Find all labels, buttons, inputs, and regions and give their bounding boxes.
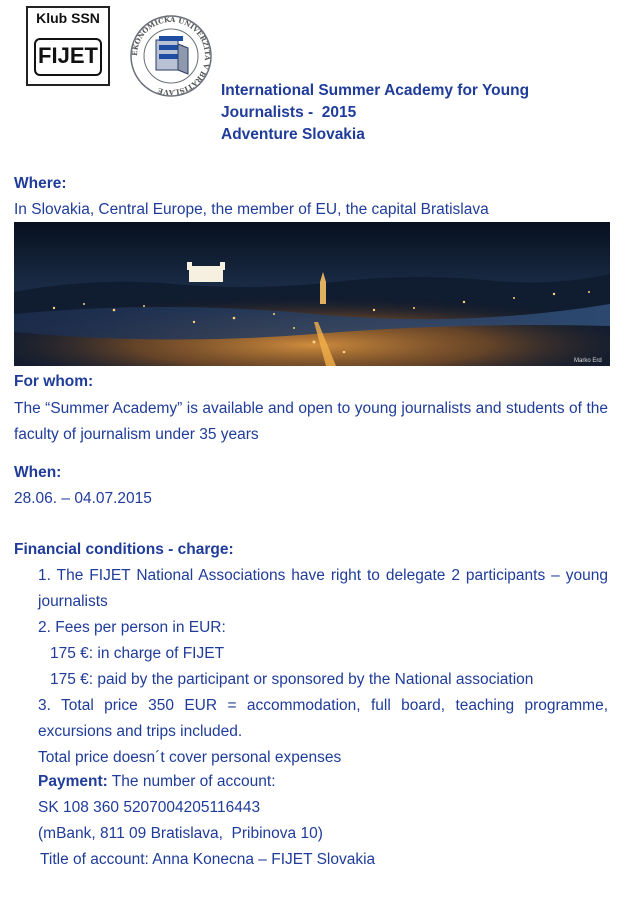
when-text: 28.06. – 04.07.2015: [14, 490, 152, 507]
payment-label: Payment:: [38, 773, 108, 790]
for-whom-text: The “Summer Academy” is available and open to young journalists and students of the faculty of journalism under 35 years: [14, 400, 608, 443]
financial-item-1: 1. The FIJET National Associations have right to delegate 2 participants – young journalists: [38, 567, 608, 610]
payment-text: The number of account:: [107, 773, 276, 790]
photo-credit: Marko Erd: [574, 358, 602, 364]
where-heading: Where:: [14, 175, 67, 192]
account-holder: Title of account: Anna Konecna – FIJET Slovakia: [40, 851, 376, 868]
financial-heading: Financial conditions - charge:: [14, 541, 234, 558]
for-whom-heading: For whom:: [14, 373, 94, 390]
price-note: Total price doesn´t cover personal expenses: [38, 749, 342, 766]
account-number: SK 108 360 5207004205116443: [38, 799, 261, 816]
fee-participant: 175 €: paid by the participant or sponsored by the National association: [50, 671, 534, 688]
seal-ring-text: EKONOMICKÁ UNIVERZITA V BRATISLAVE: [129, 14, 213, 98]
financial-item-2: 2. Fees per person in EUR:: [38, 619, 226, 636]
title-line-1: International Summer Academy for Young: [221, 82, 530, 99]
university-seal-logo: [122, 14, 220, 98]
bratislava-night-panorama-photo: [14, 222, 610, 366]
page-title: [221, 80, 621, 146]
financial-item-3: 3. Total price 350 EUR = accommodation, full board, teaching programme, excursions and trips included.: [38, 697, 608, 740]
where-text: In Slovakia, Central Europe, the member of EU, the capital Bratislava: [14, 201, 489, 218]
fee-fijet: 175 €: in charge of FIJET: [50, 645, 225, 662]
payment-line: [38, 769, 276, 795]
logo-club-text: Klub SSN: [36, 10, 100, 26]
title-line-3: Adventure Slovakia: [221, 126, 365, 143]
when-heading: When:: [14, 464, 62, 481]
bank-details: (mBank, 811 09 Bratislava, Pribinova 10): [38, 825, 323, 842]
klub-ssn-fijet-logo: [26, 6, 110, 86]
logo-fijet-text: FIJET: [34, 38, 102, 76]
title-line-2: Journalists - 2015: [221, 104, 357, 121]
